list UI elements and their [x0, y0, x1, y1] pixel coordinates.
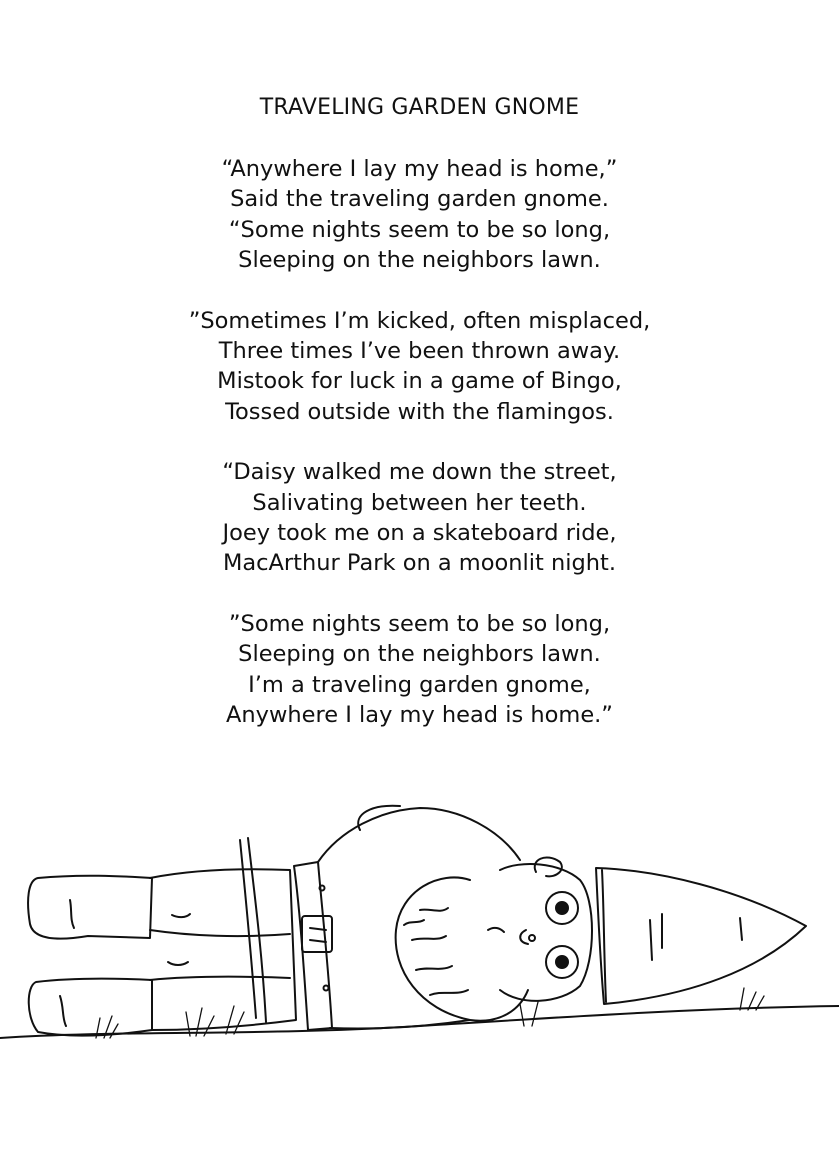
gnome-hat	[596, 868, 806, 1004]
gnome-body	[318, 806, 520, 1029]
poem-line: Salivating between her teeth.	[252, 489, 587, 516]
poem-line: Anywhere I lay my head is home.”	[226, 702, 613, 729]
gnome-boots	[28, 876, 152, 1036]
poem-line: “Anywhere I lay my head is home,”	[221, 156, 618, 182]
gnome-belt	[294, 862, 332, 1030]
poem-line: Sleeping on the neighbors lawn.	[238, 247, 601, 274]
stanza-4	[0, 609, 839, 731]
stanza-1	[0, 154, 839, 276]
poem-line: ”Some nights seem to be so long,	[228, 610, 611, 637]
poem-line: Sleeping on the neighbors lawn.	[238, 641, 601, 668]
poem	[0, 93, 839, 761]
stanza-3	[0, 457, 839, 579]
poem-line: Joey took me on a skateboard ride,	[222, 520, 617, 547]
poem-line: Tossed outside with the flamingos.	[225, 398, 614, 425]
poem-line: “Daisy walked me down the street,	[222, 459, 617, 486]
gnome-beard	[396, 877, 528, 1020]
poem-line: “Some nights seem to be so long,	[228, 216, 611, 243]
gnome-illustration	[0, 790, 839, 1060]
gnome-trousers	[150, 838, 296, 1030]
gnome-drawing	[0, 790, 839, 1060]
poem-line: Said the traveling garden gnome.	[230, 186, 609, 213]
stanza-2	[0, 306, 839, 428]
poem-line: ”Sometimes I’m kicked, often misplaced,	[188, 307, 651, 334]
poem-title: TRAVELING GARDEN GNOME	[259, 95, 580, 120]
poem-line: Three times I’ve been thrown away.	[218, 338, 621, 365]
poem-line: I’m a traveling garden gnome,	[248, 671, 591, 698]
poem-line: MacArthur Park on a moonlit night.	[222, 550, 617, 577]
poem-line: Mistook for luck in a game of Bingo,	[217, 368, 622, 395]
gnome-face	[488, 864, 592, 1001]
